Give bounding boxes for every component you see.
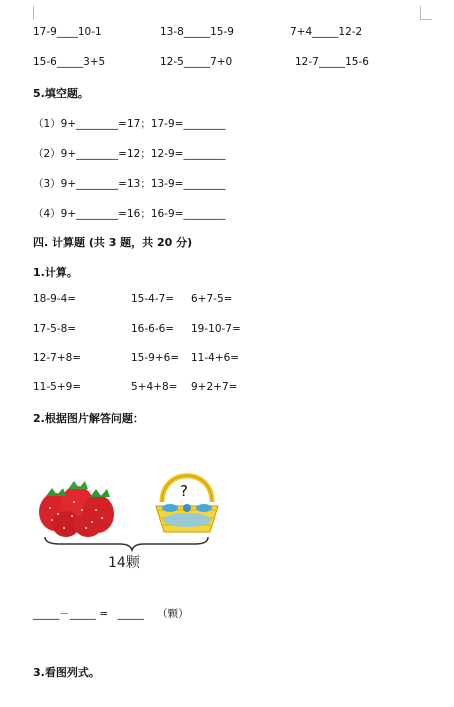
equals-sign: = (99, 608, 109, 620)
minus-sign: － (59, 608, 70, 620)
page-corner-mark-right (420, 6, 421, 20)
calc-item: 6+7-5= (191, 293, 233, 305)
calc-item: 17-5-8= (33, 323, 77, 335)
section4-title: 四. 计算题 (共 3 题，共 20 分) (33, 236, 193, 249)
strawberry-basket-figure (30, 462, 230, 577)
fill-item: （2）9+________=12；12-9=________ (33, 148, 226, 160)
compare-item: 12-5_____7+0 (160, 56, 233, 68)
compare-item: 13-8_____15-9 (160, 26, 234, 38)
answer-blank-3[interactable]: _____ (117, 608, 144, 620)
calc-item: 11-5+9= (33, 381, 82, 393)
calc-item: 19-10-7= (191, 323, 241, 335)
calc-item: 18-9-4= (33, 293, 77, 305)
section5-title: 5.填空题。 (33, 87, 89, 100)
unit-label: （颗） (157, 608, 189, 620)
brace-line (45, 537, 208, 550)
page-corner-mark-right-h (420, 19, 432, 20)
total-label: 14颗 (108, 555, 140, 571)
answer-line (33, 606, 189, 621)
page-corner-mark-left (33, 6, 34, 20)
calc-item: 16-6-6= (131, 323, 175, 335)
q1-title: 1.计算。 (33, 266, 78, 279)
compare-item: 12-7_____15-6 (295, 56, 369, 68)
compare-item: 7+4_____12-2 (290, 26, 363, 38)
calc-item: 5+4+8= (131, 381, 178, 393)
q3-title: 3.看图列式。 (33, 666, 100, 679)
calc-item: 9+2+7= (191, 381, 238, 393)
answer-blank-2[interactable]: _____ (69, 608, 96, 620)
fill-item: （1）9+________=17；17-9=________ (33, 118, 226, 130)
q2-title: 2.根据图片解答问题： (33, 412, 144, 425)
calc-item: 12-7+8= (33, 352, 82, 364)
basket-image (156, 476, 218, 532)
calc-item: 15-9+6= (131, 352, 180, 364)
calc-item: 15-4-7= (131, 293, 175, 305)
compare-item: 17-9____10-1 (33, 26, 102, 38)
fill-item: （4）9+________=16；16-9=________ (33, 208, 226, 220)
calc-item: 11-4+6= (191, 352, 240, 364)
question-mark: ? (180, 482, 188, 500)
fill-item: （3）9+________=13；13-9=________ (33, 178, 226, 190)
compare-item: 15-6_____3+5 (33, 56, 106, 68)
answer-blank-1[interactable]: _____ (33, 608, 60, 620)
strawberries-image (39, 481, 114, 537)
